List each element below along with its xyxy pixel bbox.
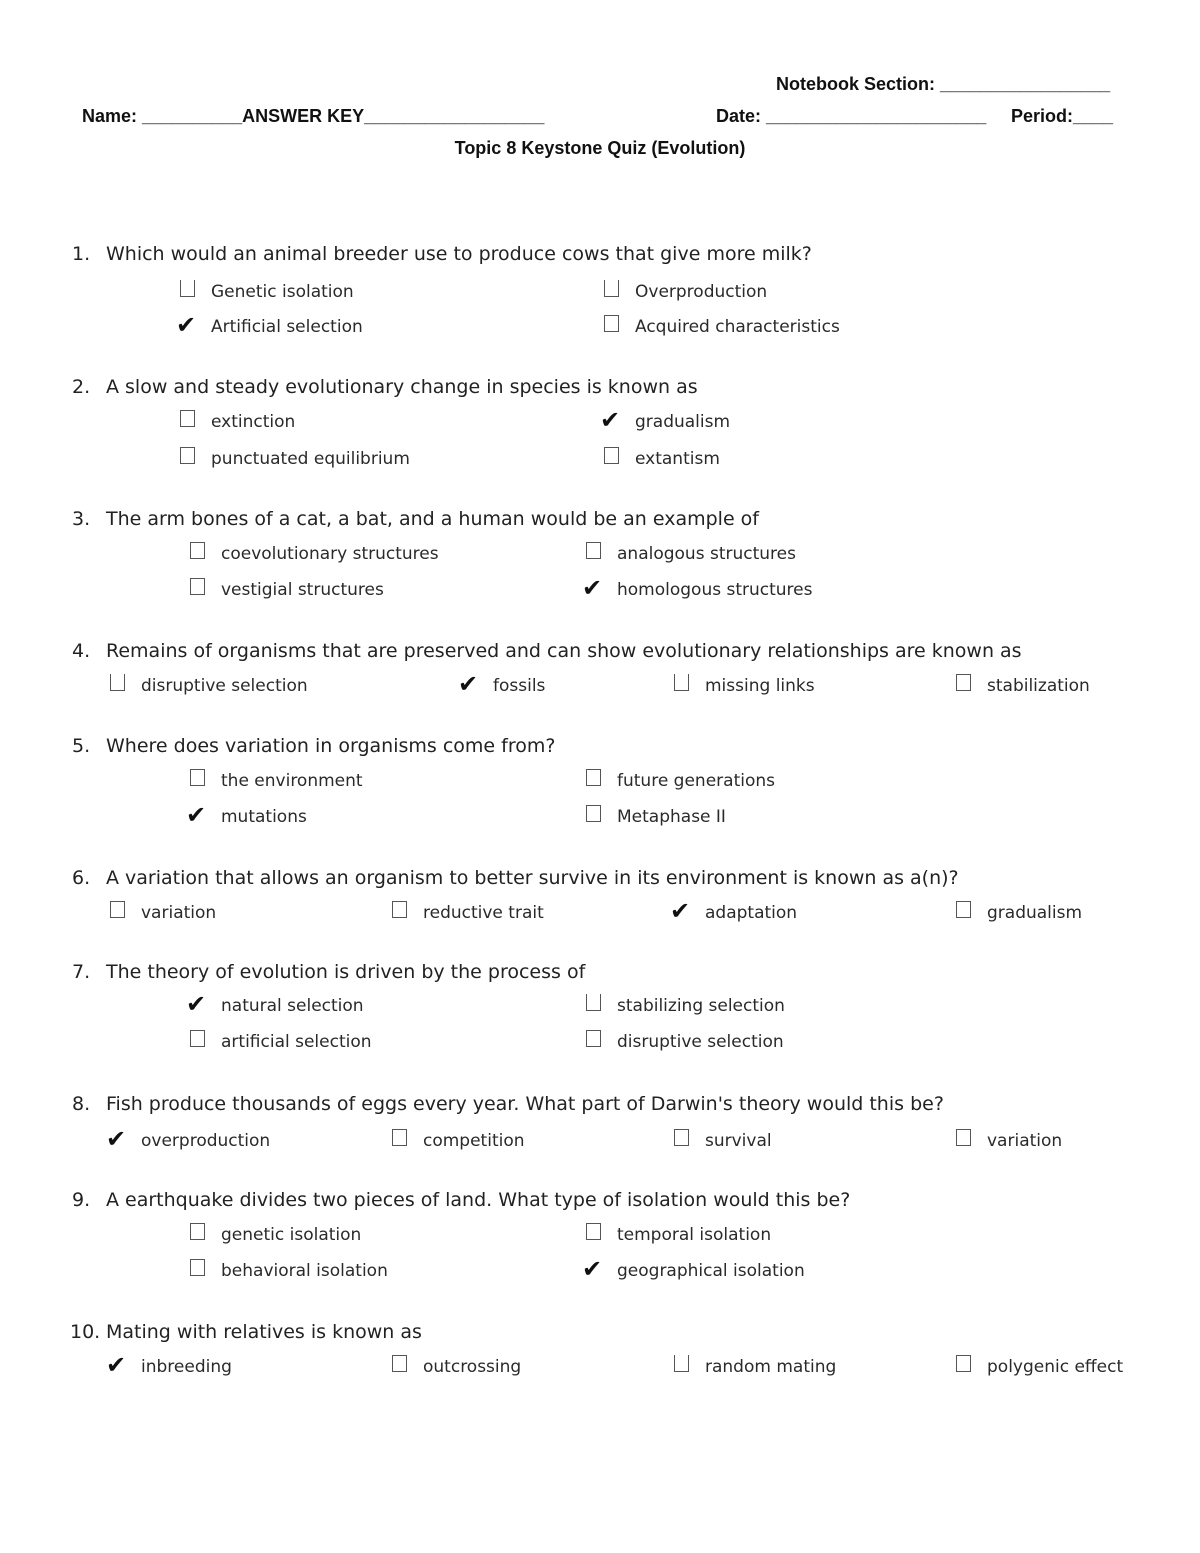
answer-option-label: vestigial structures bbox=[221, 580, 384, 600]
answer-option-label: polygenic effect bbox=[987, 1357, 1124, 1377]
checkbox-icon[interactable] bbox=[604, 315, 619, 332]
checkbox-icon[interactable] bbox=[180, 447, 195, 464]
question-number: 7. bbox=[72, 961, 91, 983]
answer-option-label: coevolutionary structures bbox=[221, 544, 439, 564]
checkbox-icon[interactable] bbox=[604, 280, 619, 297]
question-number: 10. bbox=[70, 1321, 101, 1343]
answer-option-label: behavioral isolation bbox=[221, 1261, 388, 1281]
quiz-title: Topic 8 Keystone Quiz (Evolution) bbox=[454, 138, 746, 158]
answer-option-label: inbreeding bbox=[141, 1357, 232, 1377]
checkbox-icon[interactable] bbox=[180, 280, 195, 297]
checkbox-icon[interactable] bbox=[956, 901, 971, 918]
answer-option-label: stabilization bbox=[987, 676, 1090, 696]
answer-option-label: Artificial selection bbox=[211, 317, 363, 337]
answer-option-label: variation bbox=[141, 903, 217, 923]
checkbox-icon[interactable] bbox=[180, 410, 195, 427]
question-text: Mating with relatives is known as bbox=[106, 1321, 422, 1343]
answer-option-label: artificial selection bbox=[221, 1032, 372, 1052]
checkbox-icon[interactable] bbox=[586, 1223, 601, 1240]
answer-option-label: mutations bbox=[221, 807, 307, 827]
checkbox-icon[interactable] bbox=[586, 994, 601, 1011]
question-number: 9. bbox=[72, 1189, 91, 1211]
period-label: Period:____ bbox=[1011, 106, 1114, 126]
answer-option-label: natural selection bbox=[221, 996, 364, 1016]
checkmark-icon: ✔ bbox=[106, 1125, 127, 1153]
checkmark-icon: ✔ bbox=[186, 990, 207, 1018]
answer-option-label: extinction bbox=[211, 412, 296, 432]
question-text: The arm bones of a cat, a bat, and a human would be an example of bbox=[106, 508, 759, 530]
checkbox-icon[interactable] bbox=[586, 1030, 601, 1047]
checkbox-icon[interactable] bbox=[190, 578, 205, 595]
checkmark-icon: ✔ bbox=[176, 311, 197, 339]
checkbox-icon[interactable] bbox=[392, 901, 407, 918]
answer-option-label: the environment bbox=[221, 771, 363, 791]
name-label: Name: __________ANSWER KEY__________________ bbox=[82, 106, 545, 126]
question-text: Remains of organisms that are preserved and can show evolutionary relationships are known as bbox=[106, 640, 1022, 662]
checkbox-icon[interactable] bbox=[956, 674, 971, 691]
question-text: The theory of evolution is driven by the process of bbox=[106, 961, 586, 983]
checkbox-icon[interactable] bbox=[392, 1129, 407, 1146]
checkbox-icon[interactable] bbox=[110, 674, 125, 691]
checkbox-icon[interactable] bbox=[586, 542, 601, 559]
answer-option-label: analogous structures bbox=[617, 544, 796, 564]
checkbox-icon[interactable] bbox=[604, 447, 619, 464]
checkmark-icon: ✔ bbox=[582, 574, 603, 602]
checkbox-icon[interactable] bbox=[674, 1129, 689, 1146]
answer-option-label: future generations bbox=[617, 771, 775, 791]
checkbox-icon[interactable] bbox=[674, 1355, 689, 1372]
answer-option-label: temporal isolation bbox=[617, 1225, 772, 1245]
checkbox-icon[interactable] bbox=[190, 542, 205, 559]
answer-option-label: fossils bbox=[493, 676, 546, 696]
answer-option-label: geographical isolation bbox=[617, 1261, 805, 1281]
checkbox-icon[interactable] bbox=[392, 1355, 407, 1372]
checkmark-icon: ✔ bbox=[582, 1255, 603, 1283]
answer-option-label: gradualism bbox=[635, 412, 731, 432]
question-number: 3. bbox=[72, 508, 91, 530]
question-number: 2. bbox=[72, 376, 91, 398]
answer-option-label: stabilizing selection bbox=[617, 996, 785, 1016]
answer-option-label: gradualism bbox=[987, 903, 1083, 923]
checkbox-icon[interactable] bbox=[586, 805, 601, 822]
question-number: 5. bbox=[72, 735, 91, 757]
question-number: 1. bbox=[72, 243, 91, 265]
checkmark-icon: ✔ bbox=[600, 406, 621, 434]
answer-option-label: overproduction bbox=[141, 1131, 271, 1151]
answer-option-label: adaptation bbox=[705, 903, 798, 923]
question-text: Which would an animal breeder use to produce cows that give more milk? bbox=[106, 243, 812, 265]
answer-option-label: survival bbox=[705, 1131, 772, 1151]
question-text: Fish produce thousands of eggs every year. What part of Darwin's theory would this be? bbox=[106, 1093, 944, 1115]
answer-option-label: genetic isolation bbox=[221, 1225, 362, 1245]
checkbox-icon[interactable] bbox=[956, 1129, 971, 1146]
answer-option-label: random mating bbox=[705, 1357, 837, 1377]
question-text: A earthquake divides two pieces of land. What type of isolation would this be? bbox=[106, 1189, 851, 1211]
checkbox-icon[interactable] bbox=[956, 1355, 971, 1372]
answer-option-label: variation bbox=[987, 1131, 1063, 1151]
question-text: A variation that allows an organism to better survive in its environment is known as a(n)? bbox=[106, 867, 959, 889]
question-number: 6. bbox=[72, 867, 91, 889]
checkbox-icon[interactable] bbox=[190, 1030, 205, 1047]
checkbox-icon[interactable] bbox=[190, 1259, 205, 1276]
answer-option-label: punctuated equilibrium bbox=[211, 449, 410, 469]
answer-option-label: Overproduction bbox=[635, 282, 768, 302]
checkmark-icon: ✔ bbox=[106, 1351, 127, 1379]
answer-option-label: missing links bbox=[705, 676, 815, 696]
checkmark-icon: ✔ bbox=[458, 670, 479, 698]
answer-option-label: homologous structures bbox=[617, 580, 813, 600]
answer-option-label: Acquired characteristics bbox=[635, 317, 840, 337]
date-label: Date: ______________________ bbox=[716, 106, 987, 126]
answer-option-label: competition bbox=[423, 1131, 525, 1151]
answer-option-label: disruptive selection bbox=[141, 676, 308, 696]
checkmark-icon: ✔ bbox=[670, 897, 691, 925]
question-number: 4. bbox=[72, 640, 91, 662]
question-text: A slow and steady evolutionary change in species is known as bbox=[106, 376, 698, 398]
question-number: 8. bbox=[72, 1093, 91, 1115]
answer-option-label: Metaphase II bbox=[617, 807, 726, 827]
question-text: Where does variation in organisms come from? bbox=[106, 735, 556, 757]
notebook-section-label: Notebook Section: _________________ bbox=[776, 74, 1111, 94]
checkbox-icon[interactable] bbox=[674, 674, 689, 691]
answer-option-label: outcrossing bbox=[423, 1357, 522, 1377]
answer-option-label: disruptive selection bbox=[617, 1032, 784, 1052]
answer-option-label: reductive trait bbox=[423, 903, 544, 923]
checkbox-icon[interactable] bbox=[110, 901, 125, 918]
checkbox-icon[interactable] bbox=[586, 769, 601, 786]
answer-option-label: Genetic isolation bbox=[211, 282, 354, 302]
answer-option-label: extantism bbox=[635, 449, 720, 469]
checkbox-icon[interactable] bbox=[190, 769, 205, 786]
checkbox-icon[interactable] bbox=[190, 1223, 205, 1240]
checkmark-icon: ✔ bbox=[186, 801, 207, 829]
